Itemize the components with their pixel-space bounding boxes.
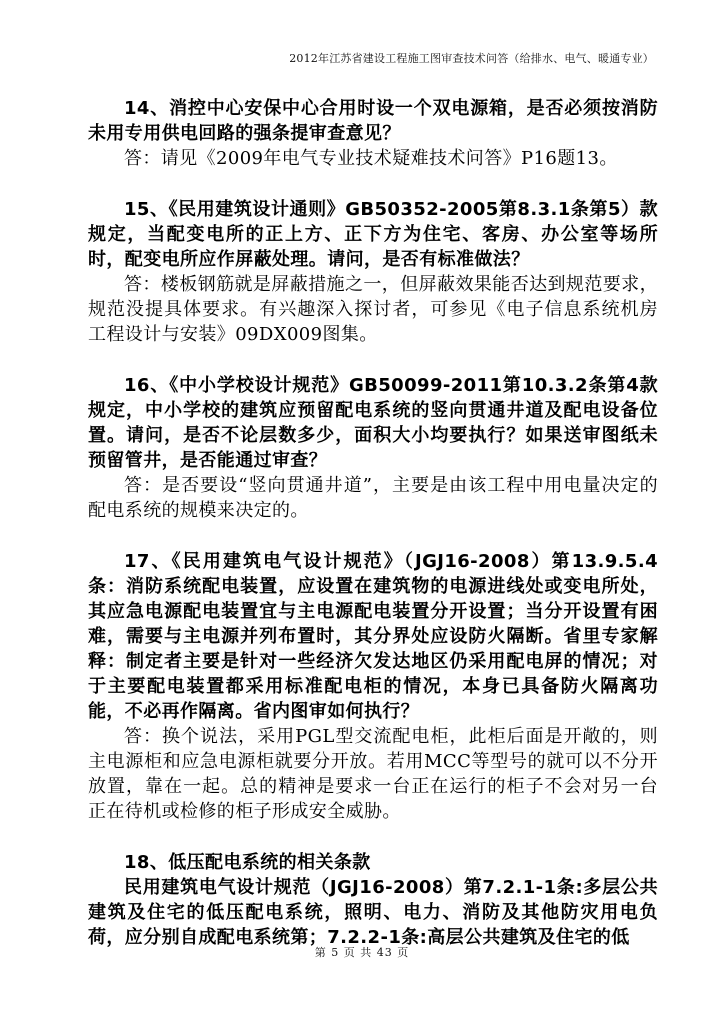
document-body [88, 96, 658, 950]
question-16: 16、《中小学校设计规范》GB50099-2011第10.3.2条第4款规定，中小学校的建筑应预留配电系统的竖向贯通井道及配电设备位置。请问，是否不论层数多少，面积大小均要执行？如果送审图纸未预留管井，是否能通过审查？ [88, 375, 658, 471]
answer-17: 答：换个说法，采用PGL型交流配电柜，此柜后面是开敞的，则主电源柜和应急电源柜就要分开放。若用MCC等型号的就可以不分开放置，靠在一起。总的精神是要求一台正在运行的柜子不会对另一台正在待机或检修的柜子形成安全威胁。 [88, 726, 658, 822]
question-14: 14、消控中心安保中心合用时设一个双电源箱，是否必须按消防未用专用供电回路的强条提审查意见？ [88, 98, 658, 144]
question-15: 15、《民用建筑设计通则》GB50352-2005第8.3.1条第5）款规定，当配变电所的正上方、正下方为住宅、客房、办公室等场所时，配变电所应作屏蔽处理。请问，是否有标准做法？ [88, 199, 658, 270]
answer-15: 答：楼板钢筋就是屏蔽措施之一，但屏蔽效果能否达到规范要求，规范没提具体要求。有兴趣深入探讨者，可参见《电子信息系统机房工程设计与安装》09DX009图集。 [88, 274, 658, 345]
question-18-body: 民用建筑电气设计规范（JGJ16-2008）第7.2.1-1条:多层公共建筑及住宅的低压配电系统，照明、电力、消防及其他防灾用电负荷，应分别自成配电系统第；7.2.2-1条:高层公共建筑及住宅的低 [88, 877, 658, 948]
page-header: 2012年江苏省建设工程施工图审查技术问答（给排水、电气、暖通专业） [289, 52, 654, 65]
question-18-title: 18、低压配电系统的相关条款 [124, 852, 371, 873]
answer-14: 答：请见《2009年电气专业技术疑难技术问答》P16题13。 [124, 148, 618, 169]
page-footer: 第 5 页 共 43 页 [314, 946, 410, 959]
answer-16: 答：是否要设“竖向贯通井道”，主要是由该工程中用电量决定的配电系统的规模来决定的。 [88, 475, 658, 521]
question-17: 17、《民用建筑电气设计规范》（JGJ16-2008）第13.9.5.4条：消防系统配电装置，应设置在建筑物的电源进线处或变电所处，其应急电源配电装置宜与主电源配电装置分开设置；当分开设置有困难，需要与主电源并列布置时，其分界处应设防火隔断。省里专家解释：制定者主要是针对一些经济欠发达地区仍采用配电屏的情况；对于主要配电装置都采用标准配电柜的情况，本身已具备防火隔离功能，不必再作隔离。省内图审如何执行？ [88, 551, 658, 722]
